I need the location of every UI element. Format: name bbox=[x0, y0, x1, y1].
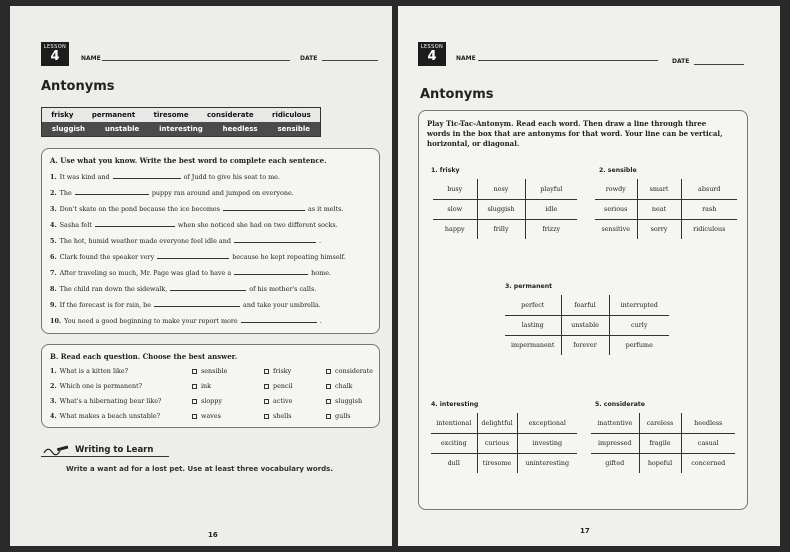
question-number: 3. bbox=[50, 397, 57, 405]
grid-cell[interactable]: absurd bbox=[681, 179, 737, 199]
sentence-item bbox=[50, 237, 321, 245]
answer-option[interactable] bbox=[192, 412, 221, 420]
grid-cell[interactable]: serious bbox=[595, 199, 637, 219]
vocab-word: sluggish bbox=[51, 125, 86, 133]
grid-cell[interactable]: frilly bbox=[477, 219, 525, 239]
sentence-after: of Judd to give his seat to me. bbox=[183, 173, 280, 181]
sentence-item bbox=[50, 221, 338, 229]
grid-cell[interactable]: casual bbox=[681, 433, 735, 453]
answer-option[interactable] bbox=[192, 367, 227, 375]
question-text: What is a kitten like? bbox=[59, 367, 129, 375]
grid-cell[interactable]: lasting bbox=[505, 315, 561, 335]
grid-row bbox=[591, 453, 735, 473]
answer-blank[interactable] bbox=[223, 205, 305, 211]
sentence-after: when she noticed she had on two different socks. bbox=[177, 221, 338, 229]
grid-row bbox=[433, 199, 577, 219]
answer-option[interactable] bbox=[264, 397, 292, 405]
lesson-word: LESSON bbox=[43, 44, 67, 50]
checkbox[interactable] bbox=[326, 384, 331, 389]
tic-tac-antonym-panel bbox=[418, 110, 748, 510]
grid-cell[interactable]: perfect bbox=[505, 295, 561, 315]
grid-cell[interactable]: rash bbox=[681, 199, 737, 219]
grid-cell[interactable]: hopeful bbox=[639, 453, 681, 473]
grid-cell[interactable]: uninteresting bbox=[517, 453, 577, 473]
grid-cell[interactable]: rowdy bbox=[595, 179, 637, 199]
lesson-number: 4 bbox=[427, 49, 437, 64]
grid-cell[interactable]: tiresome bbox=[477, 453, 517, 473]
sentence-before: Sasha felt bbox=[59, 221, 92, 229]
grid-title: 1. frisky bbox=[431, 167, 460, 174]
vocab-word: ridiculous bbox=[272, 111, 311, 119]
grid-cell[interactable]: smart bbox=[637, 179, 681, 199]
left-page bbox=[10, 6, 392, 546]
answer-blank[interactable] bbox=[234, 237, 316, 243]
grid-cell[interactable]: idle bbox=[525, 199, 577, 219]
name-line[interactable] bbox=[102, 60, 290, 61]
grid-cell[interactable]: unstable bbox=[561, 315, 609, 335]
vocab-word: sensible bbox=[277, 125, 311, 133]
grid-cell[interactable]: happy bbox=[433, 219, 477, 239]
grid-row bbox=[433, 179, 577, 199]
sentence-number: 9. bbox=[50, 301, 57, 309]
grid-cell[interactable]: inattentive bbox=[591, 413, 639, 433]
grid-cell[interactable]: perfume bbox=[609, 335, 669, 355]
vocab-word: considerate bbox=[207, 111, 254, 119]
sentence-before: The child ran down the sidewalk, bbox=[59, 285, 168, 293]
option-label: sloppy bbox=[201, 397, 222, 405]
question-item bbox=[50, 397, 161, 405]
vocab-word: heedless bbox=[222, 125, 258, 133]
vocab-word: unstable bbox=[104, 125, 140, 133]
answer-option[interactable] bbox=[264, 382, 293, 390]
lesson-word: LESSON bbox=[420, 44, 444, 50]
grid-cell[interactable]: slow bbox=[433, 199, 477, 219]
grid-cell[interactable]: frizzy bbox=[525, 219, 577, 239]
answer-blank[interactable] bbox=[154, 301, 240, 307]
grid-cell[interactable]: ridiculous bbox=[681, 219, 737, 239]
grid-row bbox=[505, 295, 669, 315]
grid-cell[interactable]: careless bbox=[639, 413, 681, 433]
grid-row bbox=[431, 433, 577, 453]
sentence-item bbox=[50, 173, 280, 181]
sentence-number: 10. bbox=[50, 317, 62, 325]
sentence-item bbox=[50, 189, 294, 197]
answer-blank[interactable] bbox=[234, 269, 308, 275]
question-item bbox=[50, 367, 128, 375]
grid-cell[interactable]: curious bbox=[477, 433, 517, 453]
checkbox[interactable] bbox=[264, 414, 269, 419]
answer-blank[interactable] bbox=[75, 189, 149, 195]
page-number: 17 bbox=[580, 527, 590, 535]
sentence-after: puppy ran around and jumped on everyone. bbox=[151, 189, 294, 197]
pen-writing-icon bbox=[43, 444, 69, 456]
writing-prompt: Write a want ad for a lost pet. Use at least three vocabulary words. bbox=[66, 465, 333, 473]
grid-cell[interactable]: concerned bbox=[681, 453, 735, 473]
answer-option[interactable] bbox=[192, 397, 222, 405]
sentence-number: 3. bbox=[50, 205, 57, 213]
grid-cell[interactable]: fearful bbox=[561, 295, 609, 315]
sentence-item bbox=[50, 269, 331, 277]
option-label: chalk bbox=[335, 382, 353, 390]
question-number: 4. bbox=[50, 412, 57, 420]
option-label: frisky bbox=[273, 367, 292, 375]
grid-cell[interactable]: exceptional bbox=[517, 413, 577, 433]
sentence-number: 6. bbox=[50, 253, 57, 261]
grid-cell[interactable]: sorry bbox=[637, 219, 681, 239]
date-label: DATE bbox=[300, 55, 318, 62]
sentence-before: Clark found the speaker very bbox=[59, 253, 155, 261]
sentence-item bbox=[50, 301, 321, 309]
grid-title: 2. sensible bbox=[599, 167, 637, 174]
sentence-number: 2. bbox=[50, 189, 57, 197]
vocab-word: interesting bbox=[159, 125, 203, 133]
vocabulary-word-box bbox=[41, 107, 321, 137]
grid-title: 4. interesting bbox=[431, 401, 479, 408]
grid-row bbox=[433, 219, 577, 239]
grid-cell[interactable]: neat bbox=[637, 199, 681, 219]
checkbox[interactable] bbox=[192, 384, 197, 389]
grid-row bbox=[591, 413, 735, 433]
checkbox[interactable] bbox=[264, 384, 269, 389]
sentence-number: 4. bbox=[50, 221, 57, 229]
question-text: What's a hibernating bear like? bbox=[59, 397, 162, 405]
grid-cell[interactable]: investing bbox=[517, 433, 577, 453]
option-label: gulls bbox=[335, 412, 351, 420]
checkbox[interactable] bbox=[192, 369, 197, 374]
sentence-after: . bbox=[319, 317, 322, 325]
lesson-number: 4 bbox=[50, 49, 60, 64]
question-text: What makes a beach unstable? bbox=[59, 412, 161, 420]
word-box-top-row bbox=[42, 108, 320, 122]
tic-tac-grid bbox=[431, 413, 577, 473]
grid-cell[interactable]: impressed bbox=[591, 433, 639, 453]
answer-option[interactable] bbox=[326, 397, 362, 405]
grid-row bbox=[505, 315, 669, 335]
option-label: sluggish bbox=[335, 397, 363, 405]
sentence-before: You need a good beginning to make your report more bbox=[64, 317, 238, 325]
checkbox[interactable] bbox=[264, 399, 269, 404]
tic-tac-grid bbox=[595, 179, 737, 239]
sentence-after: and take your umbrella. bbox=[243, 301, 321, 309]
name-line[interactable] bbox=[478, 60, 658, 61]
sentence-item bbox=[50, 317, 322, 325]
question-text: Which one is permanent? bbox=[59, 382, 143, 390]
tic-tac-grid bbox=[433, 179, 577, 239]
sentence-after: . bbox=[318, 237, 321, 245]
grid-cell[interactable]: impermanent bbox=[505, 335, 561, 355]
checkbox[interactable] bbox=[192, 399, 197, 404]
grid-cell[interactable]: playful bbox=[525, 179, 577, 199]
vocab-word: permanent bbox=[91, 111, 136, 119]
tic-tac-grid bbox=[591, 413, 735, 473]
grid-cell[interactable]: gifted bbox=[591, 453, 639, 473]
sentence-before: After traveling so much, Mr. Page was glad to have a bbox=[59, 269, 232, 277]
grid-row bbox=[431, 413, 577, 433]
date-line[interactable] bbox=[322, 60, 378, 61]
section-b-panel bbox=[41, 344, 380, 428]
answer-option[interactable] bbox=[326, 382, 352, 390]
date-line[interactable] bbox=[694, 64, 744, 65]
answer-blank[interactable] bbox=[157, 253, 229, 259]
grid-cell[interactable]: sluggish bbox=[477, 199, 525, 219]
grid-row bbox=[595, 219, 737, 239]
sentence-after: home. bbox=[311, 269, 332, 277]
vocab-word: tiresome bbox=[153, 111, 189, 119]
checkbox[interactable] bbox=[192, 414, 197, 419]
grid-title: 5. considerate bbox=[595, 401, 645, 408]
section-a-panel bbox=[41, 148, 380, 334]
sentence-before: It was kind and bbox=[59, 173, 110, 181]
answer-blank[interactable] bbox=[170, 285, 246, 291]
tic-tac-grid bbox=[505, 295, 669, 355]
sentence-after: because he kept repeating himself. bbox=[232, 253, 346, 261]
option-label: considerate bbox=[335, 367, 373, 375]
grid-row bbox=[595, 199, 737, 219]
grid-cell[interactable]: dull bbox=[431, 453, 477, 473]
sentence-item bbox=[50, 285, 316, 293]
lesson-badge bbox=[418, 42, 446, 66]
question-item bbox=[50, 412, 160, 420]
option-label: waves bbox=[201, 412, 221, 420]
option-label: sensible bbox=[201, 367, 228, 375]
grid-cell[interactable]: intentional bbox=[431, 413, 477, 433]
vocab-word: frisky bbox=[51, 111, 74, 119]
grid-cell[interactable]: forever bbox=[561, 335, 609, 355]
answer-option[interactable] bbox=[326, 367, 373, 375]
grid-cell[interactable]: nosy bbox=[477, 179, 525, 199]
right-page bbox=[398, 6, 780, 546]
sentence-number: 1. bbox=[50, 173, 57, 181]
grid-cell[interactable]: exciting bbox=[431, 433, 477, 453]
sentence-before: The hot, humid weather made everyone feel idle and bbox=[59, 237, 231, 245]
word-box-bottom-row bbox=[42, 122, 320, 136]
sentence-number: 8. bbox=[50, 285, 57, 293]
sentence-before: If the forecast is for rain, be bbox=[59, 301, 152, 309]
sentence-after: as it melts. bbox=[307, 205, 344, 213]
option-label: ink bbox=[201, 382, 212, 390]
answer-blank[interactable] bbox=[113, 173, 181, 179]
grid-cell[interactable]: heedless bbox=[681, 413, 735, 433]
grid-cell[interactable]: fragile bbox=[639, 433, 681, 453]
answer-blank[interactable] bbox=[95, 221, 175, 227]
answer-blank[interactable] bbox=[241, 317, 317, 323]
checkbox[interactable] bbox=[264, 369, 269, 374]
answer-option[interactable] bbox=[326, 412, 351, 420]
sentence-before: The bbox=[59, 189, 72, 197]
name-label: NAME bbox=[456, 55, 476, 62]
sentence-after: of his mother's calls. bbox=[249, 285, 317, 293]
grid-row bbox=[591, 433, 735, 453]
checkbox[interactable] bbox=[326, 399, 331, 404]
sentence-number: 5. bbox=[50, 237, 57, 245]
checkbox[interactable] bbox=[326, 369, 331, 374]
date-label: DATE bbox=[672, 58, 690, 65]
grid-row bbox=[505, 335, 669, 355]
writing-to-learn-title: Writing to Learn bbox=[75, 445, 154, 455]
question-number: 2. bbox=[50, 382, 57, 390]
writing-to-learn-header bbox=[41, 443, 169, 457]
question-item bbox=[50, 382, 142, 390]
option-label: shells bbox=[273, 412, 292, 420]
section-a-heading: A. Use what you know. Write the best word to complete each sentence. bbox=[50, 156, 327, 165]
grid-title: 3. permanent bbox=[505, 283, 553, 290]
lesson-badge bbox=[41, 42, 69, 66]
option-label: pencil bbox=[273, 382, 293, 390]
sentence-number: 7. bbox=[50, 269, 57, 277]
name-label: NAME bbox=[81, 55, 101, 62]
instructions: Play Tic-Tac-Antonym. Read each word. Then draw a line through three words in the box that are antonyms for that word. Your line can be vertical, horizontal, or diagonal. bbox=[427, 119, 723, 148]
grid-cell[interactable]: busy bbox=[433, 179, 477, 199]
sentence-item bbox=[50, 253, 346, 261]
sentence-before: Don't skate on the pond because the ice becomes bbox=[59, 205, 220, 213]
answer-option[interactable] bbox=[264, 412, 292, 420]
grid-cell[interactable]: interrupted bbox=[609, 295, 669, 315]
answer-option[interactable] bbox=[192, 382, 211, 390]
page-number: 16 bbox=[208, 531, 218, 539]
checkbox[interactable] bbox=[326, 414, 331, 419]
grid-row bbox=[595, 179, 737, 199]
sentence-item bbox=[50, 205, 343, 213]
grid-cell[interactable]: delightful bbox=[477, 413, 517, 433]
answer-option[interactable] bbox=[264, 367, 291, 375]
option-label: active bbox=[273, 397, 293, 405]
grid-cell[interactable]: curly bbox=[609, 315, 669, 335]
grid-row bbox=[431, 453, 577, 473]
question-number: 1. bbox=[50, 367, 57, 375]
page-title: Antonyms bbox=[41, 79, 115, 94]
page-title: Antonyms bbox=[420, 87, 494, 102]
section-b-heading: B. Read each question. Choose the best answer. bbox=[50, 352, 238, 361]
grid-cell[interactable]: sensitive bbox=[595, 219, 637, 239]
